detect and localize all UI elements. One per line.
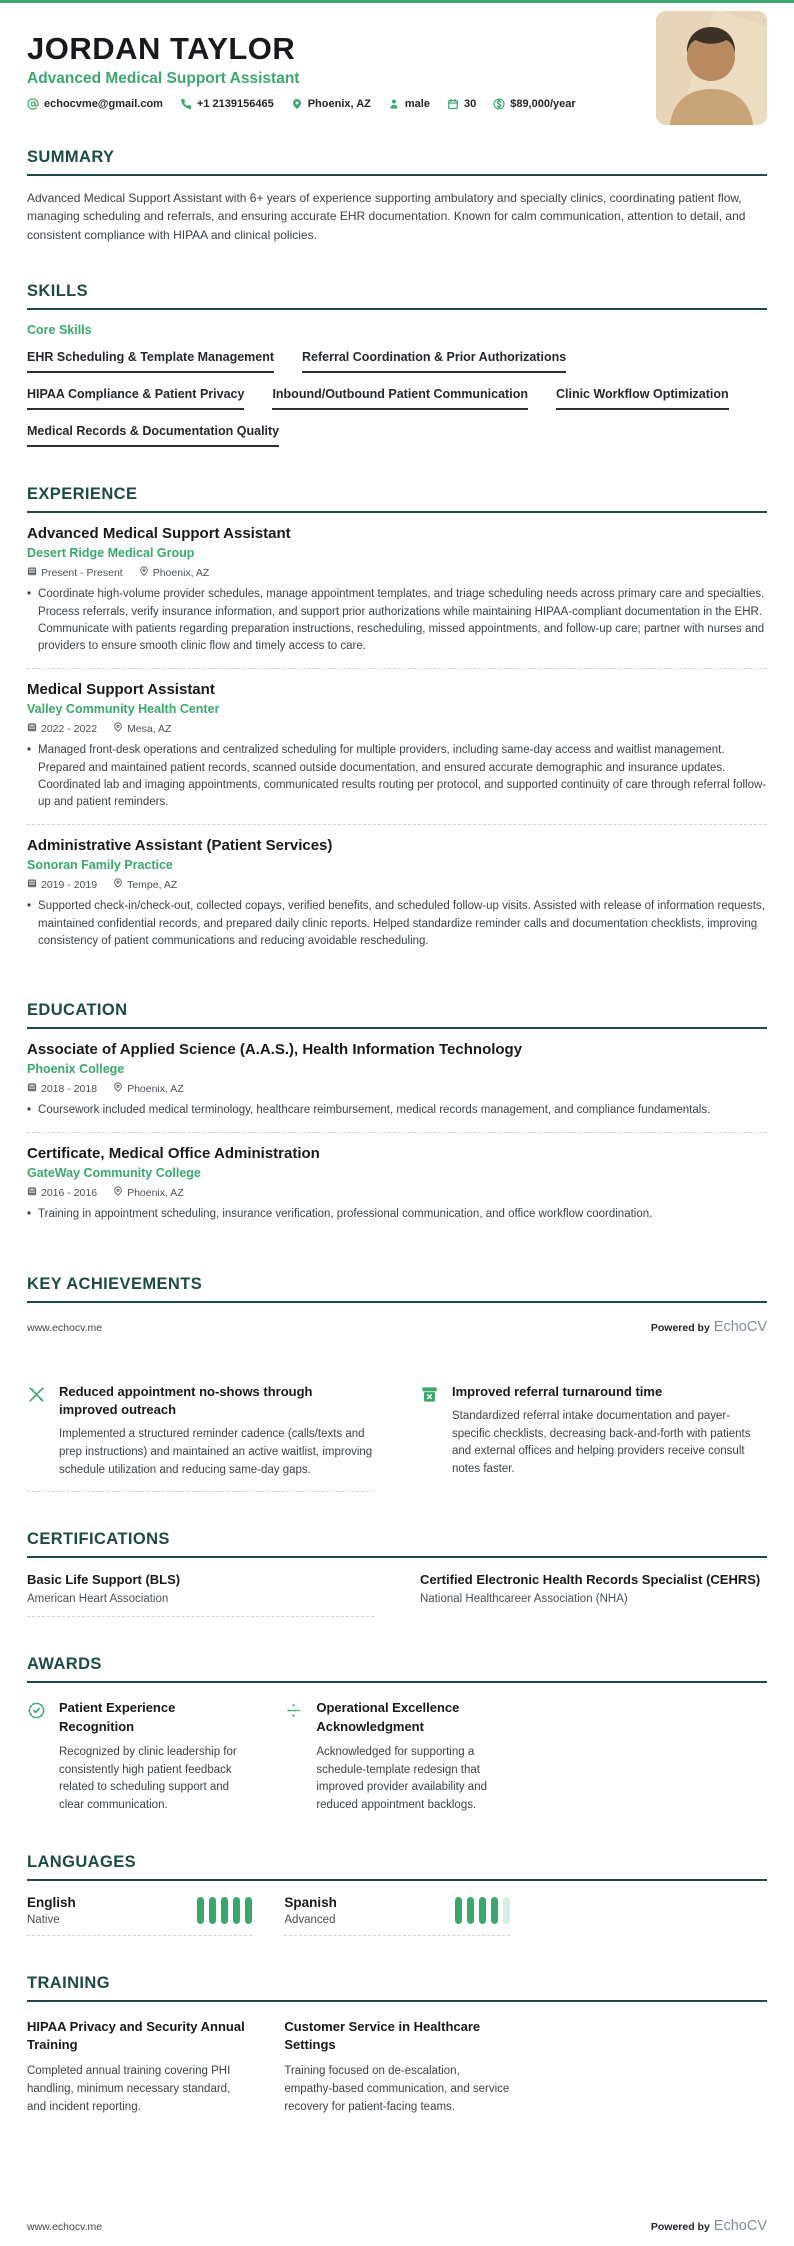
certification-org: American Heart Association — [27, 1593, 169, 1606]
bullet-marker: • — [27, 900, 32, 913]
language-item — [284, 1895, 509, 1936]
experience-entry — [27, 513, 767, 669]
job-bullet: Supported check-in/check-out, collected copays, verified benefits, and scheduled follow-up visits. Assisted with release of information requests, maintained confidential records, and prepared daily clinic reports. Helped standardize reminder calls and documentation checklists, improving consistency of patient communications and reducing avoidable rescheduling. — [38, 900, 765, 947]
section-summary — [27, 148, 767, 245]
contact-location — [291, 98, 371, 110]
job-location: Phoenix, AZ — [139, 566, 210, 579]
award-title: Patient Experience Recognition — [59, 1700, 176, 1734]
calendar-icon — [27, 1186, 37, 1199]
skill-item: Referral Coordination & Prior Authorizations — [302, 350, 566, 373]
award-title: Operational Excellence Acknowledgment — [316, 1700, 460, 1734]
languages-heading: LANGUAGES — [27, 1853, 767, 1881]
training-text: Training focused on de-escalation, empathy-based communication, and service recovery for patient-facing teams. — [284, 2065, 510, 2114]
degree-title: Certificate, Medical Office Administration — [27, 1145, 320, 1163]
location-pin-icon — [113, 1082, 123, 1095]
languages-grid-spacer — [542, 1895, 767, 1936]
language-level: Advanced — [284, 1914, 336, 1927]
job-title: Medical Support Assistant — [27, 681, 215, 699]
section-languages — [27, 1853, 767, 1936]
scissors-icon — [27, 1385, 46, 1409]
education-dates: 2018 - 2018 — [27, 1082, 97, 1095]
experience-entry — [27, 825, 767, 963]
skills-heading: SKILLS — [27, 282, 767, 310]
certification-title: Basic Life Support (BLS) — [27, 1572, 181, 1588]
achievement-text: Implemented a structured reminder cadence (calls/texts and prep instructions) and maintained an active waitlist, improving schedule utilization and reducing same-day gaps. — [59, 1427, 373, 1476]
section-education — [27, 1001, 767, 1237]
footer-brand-link[interactable]: EchoCV — [713, 2218, 767, 2234]
calendar-icon — [27, 722, 37, 735]
calendar-icon — [27, 566, 37, 579]
medal-icon — [27, 1701, 46, 1725]
gender-icon — [388, 98, 400, 110]
proficiency-bar — [197, 1897, 204, 1924]
footer-site-link[interactable]: www.echocv.me — [27, 1321, 103, 1334]
job-bullet: Managed front-desk operations and centralized scheduling for multiple providers, including same-day access and waitlist management. Prepared and maintained patient records, scanned outside documentation, and ensured accurate demographic and insurance updates. Coordinated lab and imaging appointments, communicated results routing per protocol, and supported continuity of care through referral follow-up and patient reminders. — [38, 744, 767, 809]
achievements-heading: KEY ACHIEVEMENTS — [27, 1275, 767, 1303]
section-skills — [27, 282, 767, 447]
job-company: Desert Ridge Medical Group — [27, 546, 195, 561]
certification-org: National Healthcareer Association (NHA) — [420, 1593, 628, 1606]
calendar-icon — [27, 1082, 37, 1095]
skill-item: Inbound/Outbound Patient Communication — [272, 387, 528, 410]
job-company: Sonoran Family Practice — [27, 858, 173, 873]
language-name: English — [27, 1895, 76, 1911]
resume-header — [27, 3, 767, 110]
language-proficiency-bars — [197, 1897, 252, 1924]
job-dates: 2019 - 2019 — [27, 878, 97, 891]
proficiency-bar — [245, 1897, 252, 1924]
training-heading: TRAINING — [27, 1974, 767, 2002]
summary-text: Advanced Medical Support Assistant with 6+ years of experience supporting ambulatory and specialty clinics, coordinating patient flow, managing scheduling and referrals, and ensuring accurate EHR documentation. Known for calm communication, attention to detail, and consistent compliance with HIPAA and clinical policies. — [27, 190, 746, 242]
job-dates: 2022 - 2022 — [27, 722, 97, 735]
contact-age-text: 30 — [463, 97, 477, 110]
achievement-text: Standardized referral intake documentation and payer-specific checklists, decreasing back-and-forth with patients and external offices and helping providers receive consult notes faster. — [452, 1409, 751, 1476]
education-location: Phoenix, AZ — [113, 1186, 184, 1199]
skills-group-label: Core Skills — [27, 323, 92, 338]
skills-list — [27, 350, 767, 447]
award-item — [27, 1699, 252, 1815]
proficiency-bar — [491, 1897, 498, 1924]
experience-heading: EXPERIENCE — [27, 485, 767, 513]
skill-item: HIPAA Compliance & Patient Privacy — [27, 387, 244, 410]
education-bullet: Training in appointment scheduling, insurance verification, professional communication, and office workflow coordination. — [38, 1208, 653, 1221]
achievement-title: Reduced appointment no-shows through improved outreach — [59, 1383, 313, 1417]
calendar-icon — [27, 878, 37, 891]
achievements-grid — [27, 1383, 767, 1493]
certifications-heading: CERTIFICATIONS — [27, 1530, 767, 1558]
proficiency-bar — [479, 1897, 486, 1924]
salary-icon — [493, 98, 505, 110]
skill-item: Medical Records & Documentation Quality — [27, 424, 279, 447]
job-location: Tempe, AZ — [113, 878, 177, 891]
contact-email[interactable] — [27, 98, 163, 110]
contact-salary-text: $89,000/year — [510, 97, 576, 110]
awards-grid-spacer — [542, 1699, 767, 1815]
section-achievements — [27, 1275, 767, 1493]
school-name: GateWay Community College — [27, 1166, 201, 1181]
job-title: Administrative Assistant (Patient Services) — [27, 837, 333, 855]
job-title: Advanced Medical Support Assistant — [27, 525, 291, 543]
education-location: Phoenix, AZ — [113, 1082, 184, 1095]
footer-brand-link[interactable]: EchoCV — [713, 1318, 767, 1335]
contact-age — [447, 98, 476, 110]
award-text: Recognized by clinic leadership for consistently high patient feedback related to scheduling support and clear communication. — [59, 1745, 237, 1812]
contact-gender-text: male — [404, 97, 430, 110]
bullet-marker: • — [27, 744, 32, 757]
language-proficiency-bars — [455, 1897, 510, 1924]
achievement-title: Improved referral turnaround time — [452, 1383, 663, 1399]
certification-item — [27, 1572, 374, 1617]
location-pin-icon — [113, 1186, 123, 1199]
section-awards — [27, 1655, 767, 1815]
bullet-marker: • — [27, 1208, 32, 1221]
profile-photo — [656, 11, 767, 125]
page1-footer — [27, 1319, 767, 1335]
degree-title: Associate of Applied Science (A.A.S.), Health Information Technology — [27, 1041, 523, 1059]
education-dates: 2016 - 2016 — [27, 1186, 97, 1199]
location-pin-icon — [113, 878, 123, 891]
location-icon — [291, 98, 303, 110]
skill-item: Clinic Workflow Optimization — [556, 387, 729, 410]
language-item — [27, 1895, 252, 1936]
contact-location-text: Phoenix, AZ — [307, 97, 371, 110]
candidate-title: Advanced Medical Support Assistant — [27, 69, 300, 87]
achievement-item — [420, 1383, 767, 1493]
award-item — [284, 1699, 509, 1815]
training-grid-spacer — [542, 2018, 767, 2117]
contact-email-text: echocvme@gmail.com — [44, 97, 163, 110]
page2-footer — [27, 2218, 767, 2234]
contact-phone[interactable] — [180, 98, 274, 110]
archive-x-icon — [420, 1385, 439, 1409]
education-heading: EDUCATION — [27, 1001, 767, 1029]
age-icon — [447, 98, 459, 110]
proficiency-bar — [233, 1897, 240, 1924]
training-grid — [27, 2018, 767, 2117]
proficiency-bar — [209, 1897, 216, 1924]
footer-site-link[interactable]: www.echocv.me — [27, 2221, 103, 2233]
education-entry — [27, 1029, 767, 1133]
school-name: Phoenix College — [27, 1062, 125, 1077]
proficiency-bar — [455, 1897, 462, 1924]
footer-powered — [651, 1319, 767, 1335]
languages-grid — [27, 1895, 767, 1936]
proficiency-bar — [503, 1897, 510, 1924]
proficiency-bar — [467, 1897, 474, 1924]
contact-phone-text: +1 2139156465 — [196, 97, 274, 110]
experience-entry — [27, 669, 767, 825]
certification-item — [420, 1572, 767, 1617]
achievement-item — [27, 1383, 374, 1493]
footer-powered — [651, 2218, 767, 2234]
language-name: Spanish — [284, 1895, 337, 1911]
language-level: Native — [27, 1914, 60, 1927]
awards-grid — [27, 1699, 767, 1815]
section-training — [27, 1974, 767, 2117]
bullet-marker: • — [27, 588, 32, 601]
proficiency-bar — [221, 1897, 228, 1924]
training-title: Customer Service in Healthcare Settings — [284, 2019, 481, 2053]
phone-icon — [180, 98, 192, 110]
email-icon — [27, 98, 39, 110]
location-pin-icon — [139, 566, 149, 579]
education-entry — [27, 1133, 767, 1236]
skill-item: EHR Scheduling & Template Management — [27, 350, 274, 373]
bullet-marker: • — [27, 1104, 32, 1117]
education-bullet: Coursework included medical terminology, healthcare reimbursement, medical records management, and compliance fundamentals. — [38, 1104, 711, 1117]
section-experience — [27, 485, 767, 963]
job-company: Valley Community Health Center — [27, 702, 220, 717]
job-location: Mesa, AZ — [113, 722, 171, 735]
contact-gender — [388, 98, 430, 110]
divide-icon — [284, 1701, 303, 1725]
job-dates: Present - Present — [27, 566, 123, 579]
section-certifications — [27, 1530, 767, 1617]
certification-title: Certified Electronic Health Records Specialist (CEHRS) — [420, 1572, 761, 1588]
award-text: Acknowledged for supporting a schedule-template redesign that improved provider availability and reduced appointment backlogs. — [316, 1745, 487, 1812]
location-pin-icon — [113, 722, 123, 735]
footer-powered-prefix: Powered by — [650, 1321, 710, 1334]
training-item — [27, 2018, 252, 2117]
training-item — [284, 2018, 509, 2117]
awards-heading: AWARDS — [27, 1655, 767, 1683]
footer-powered-prefix: Powered by — [650, 2221, 710, 2233]
contact-salary — [493, 98, 575, 110]
candidate-name: JORDAN TAYLOR — [27, 31, 296, 66]
training-title: HIPAA Privacy and Security Annual Training — [27, 2019, 245, 2053]
certifications-grid — [27, 1572, 767, 1617]
summary-heading: SUMMARY — [27, 148, 767, 176]
job-bullet: Coordinate high-volume provider schedules, manage appointment templates, and triage scheduling needs across primary care and specialties. Process referrals, verify insurance information, and support prior authorizations while maintaining HIPAA-compliant documentation in the EHR. Communicate with patients regarding preparation instructions, rescheduling, missed appointments, and follow-up care; partner with nurses and providers to ensure smooth clinic flow and timely access to care. — [38, 588, 765, 653]
training-text: Completed annual training covering PHI handling, minimum necessary standard, and incident reporting. — [27, 2065, 231, 2114]
